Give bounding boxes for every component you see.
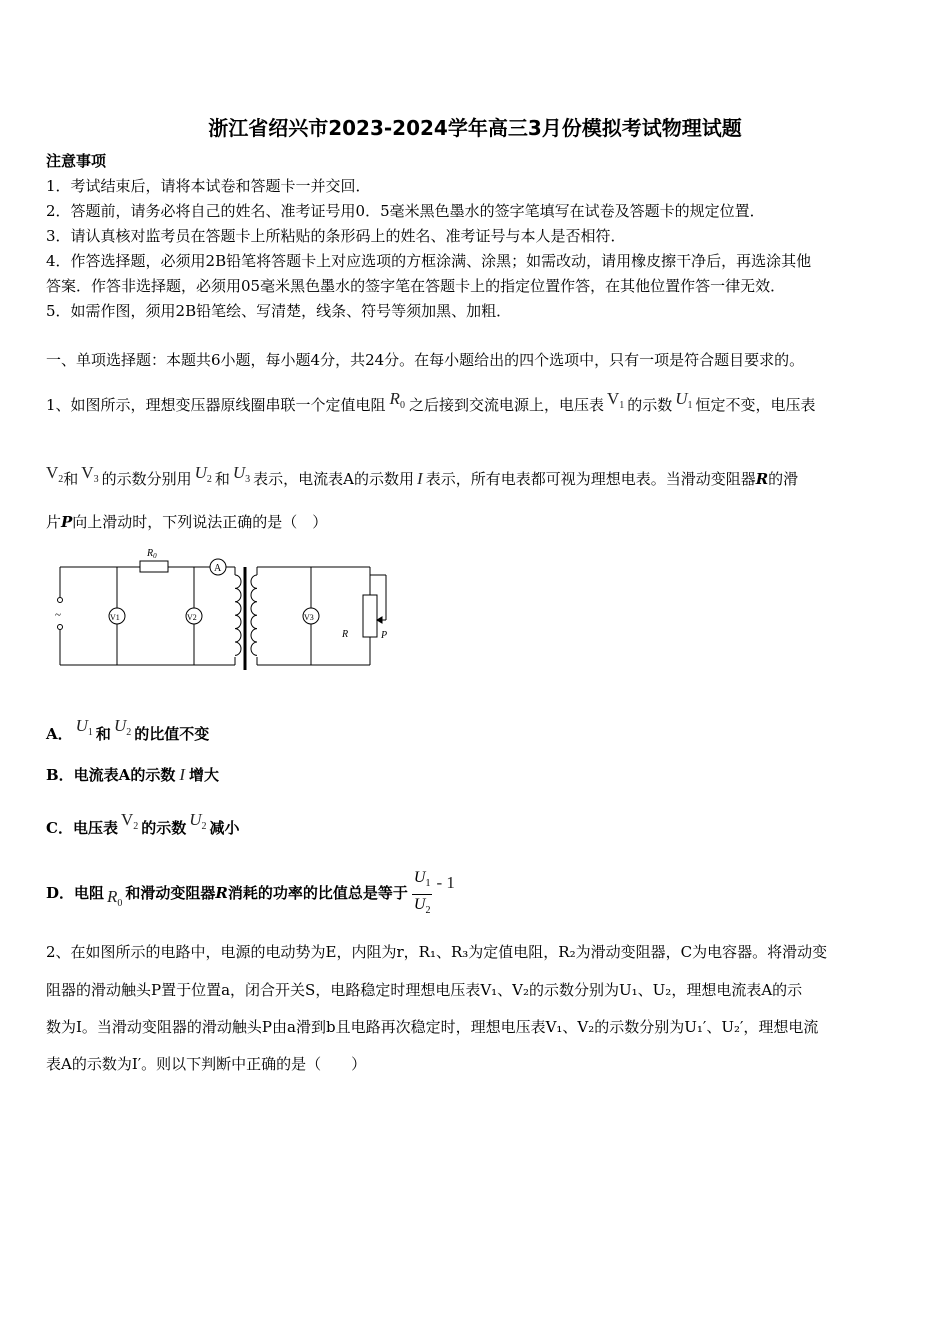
q1-line1: 1、如图所示，理想变压器原线圈串联一个定值电阻 $R_0$ 之后接到交流电源上，电压表 $V_1$ 的示数 $U_1$ 恒定不变，电压表: [46, 389, 816, 414]
notice-item: 答案．作答非选择题，必须用05毫米黑色墨水的签字笔在答题卡上的指定位置作答，在其他位置作答一律无效．: [46, 277, 786, 295]
notice-item: 4．作答选择题，必须用2B铅笔将答题卡上对应选项的方框涂满、涂黑；如需改动，请用橡皮擦干净后，再选涂其他: [46, 252, 812, 270]
svg-text:V1: V1: [110, 613, 120, 622]
q1-option-d: D．电阻 $R_0$和滑动变阻器R消耗的功率的比值总是等于 $\frac{U_1}{U_2}$ - 1: [46, 858, 455, 908]
q2-line: 阻器的滑动触头P置于位置a，闭合开关S，电路稳定时理想电压表V₁、V₂的示数分别为U₁、U₂，理想电流表A的示: [46, 981, 803, 999]
page-title: 浙江省绍兴市2023-2024学年高三3月份模拟考试物理试题: [208, 116, 742, 140]
q1-option-c: C．电压表 $V_2$ 的示数 $U_2$ 减小: [46, 810, 240, 837]
svg-text:R: R: [342, 629, 349, 640]
svg-text:A: A: [214, 563, 222, 574]
svg-text:R0: $R_0$: [147, 548, 157, 560]
q1-option-b: B．电流表A的示数 I 增大: [46, 765, 220, 784]
q2-line: 数为I。当滑动变阻器的滑动触头P由a滑到b且电路再次稳定时，理想电压表V₁、V₂的示数分别为U₁′、U₂′，理想电流: [46, 1018, 819, 1036]
svg-text:V2: V2: [187, 613, 197, 622]
q1-circuit-diagram: [50, 540, 400, 675]
notice-item: 3．请认真核对监考员在答题卡上所粘贴的条形码上的姓名、准考证号与本人是否相符．: [46, 227, 626, 245]
svg-text:P: P: [381, 630, 388, 641]
svg-text:~: ~: [55, 609, 61, 621]
svg-text:V3: V3: [304, 613, 314, 622]
q1-option-a: A． $U_1$ 和 $U_2$ 的比值不变: [46, 716, 210, 743]
q1-line3: 片P向上滑动时，下列说法正确的是（ ）: [46, 513, 328, 531]
q2-line: 表A的示数为I′。则以下判断中正确的是（ ）: [46, 1055, 367, 1073]
section-heading: 一、单项选择题：本题共6小题，每小题4分，共24分。在每小题给出的四个选项中，只有一项是符合题目要求的。: [46, 351, 805, 369]
fraction-u1-u2: $\frac{U_1}{U_2}$: [413, 868, 431, 916]
notice-heading: 注意事项: [46, 152, 107, 170]
q1-line2: $V_2$和 $V_3$ 的示数分别用 $U_2$ 和 $U_3$ 表示，电流表A的示数用 I 表示，所有电表都可视为理想电表。当滑动变阻器R的滑: [46, 463, 799, 488]
notice-item: 1．考试结束后，请将本试卷和答题卡一并交回．: [46, 177, 371, 195]
q2-line: 2、在如图所示的电路中，电源的电动势为E，内阻为r，R₁、R₃为定值电阻，R₂为滑动变阻器，C为电容器。将滑动变: [46, 943, 828, 961]
notice-item: 5．如需作图，须用2B铅笔绘、写清楚，线条、符号等须加黑、加粗．: [46, 302, 512, 320]
notice-item: 2．答题前，请务必将自己的姓名、准考证号用0．5毫米黑色墨水的签字笔填写在试卷及答题卡的规定位置．: [46, 202, 765, 220]
